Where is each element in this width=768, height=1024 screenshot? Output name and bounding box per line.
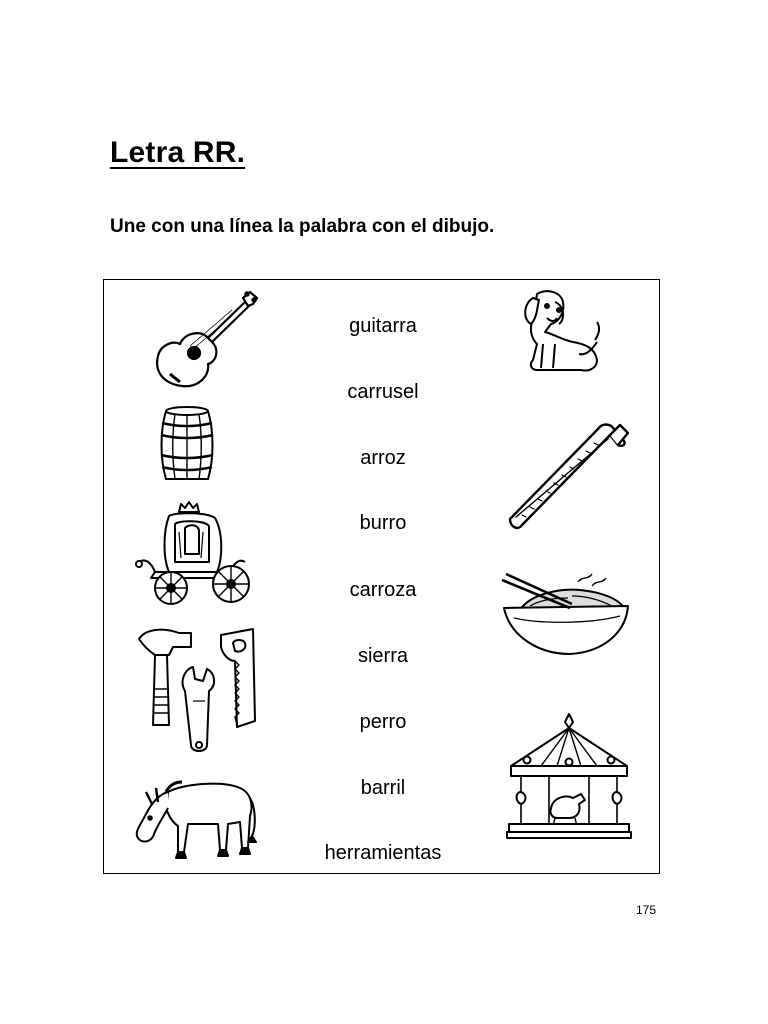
word-item[interactable]: sierra bbox=[357, 645, 408, 667]
word-item[interactable]: guitarra bbox=[349, 315, 417, 337]
word-item[interactable]: burro bbox=[359, 512, 407, 534]
word-item[interactable]: barril bbox=[360, 777, 406, 799]
word-item[interactable]: carrusel bbox=[347, 381, 419, 403]
tools-icon[interactable] bbox=[137, 625, 257, 760]
barrel-icon[interactable] bbox=[158, 405, 216, 485]
saw-icon[interactable] bbox=[502, 417, 630, 535]
carriage-icon[interactable] bbox=[135, 502, 250, 607]
word-item[interactable]: arroz bbox=[360, 447, 406, 469]
page-title: Letra RR. bbox=[110, 136, 246, 169]
rice-bowl-icon[interactable] bbox=[500, 572, 632, 658]
donkey-icon[interactable] bbox=[132, 772, 258, 864]
carousel-icon[interactable] bbox=[507, 714, 632, 842]
page-number: 175 bbox=[636, 903, 657, 917]
matching-exercise-box bbox=[103, 279, 660, 874]
guitar-icon[interactable] bbox=[150, 290, 260, 390]
word-item[interactable]: herramientas bbox=[324, 842, 442, 864]
word-item[interactable]: carroza bbox=[349, 579, 417, 601]
dog-icon[interactable] bbox=[517, 288, 602, 376]
instruction-text: Une con una línea la palabra con el dibujo. bbox=[110, 216, 495, 237]
word-item[interactable]: perro bbox=[359, 711, 407, 733]
